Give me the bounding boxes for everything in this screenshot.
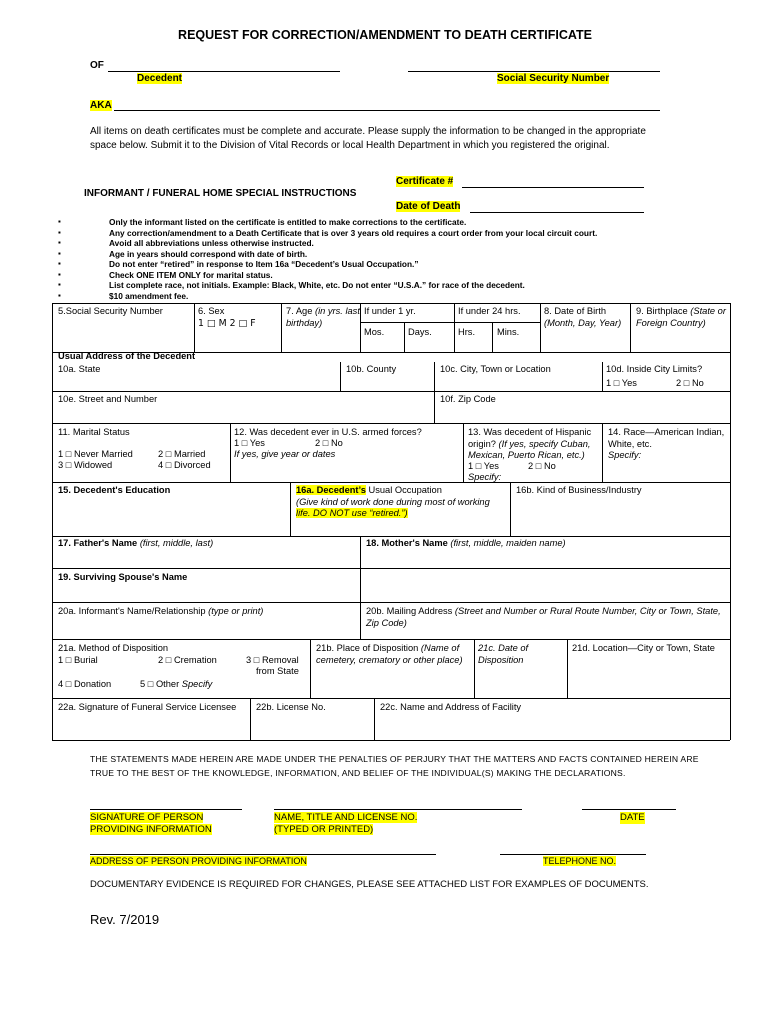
- disposition-date-field[interactable]: 21c. Date of Disposition: [478, 643, 529, 665]
- revision-label: Rev. 7/2019: [90, 912, 160, 927]
- list-item: ▪ Only the informant listed on the certificate is entitled to make corrections to the certificate.: [58, 217, 467, 227]
- date-of-birth-field[interactable]: [544, 306, 626, 329]
- dob-sublabel: (Month, Day, Year): [544, 317, 622, 328]
- sex-label: 6. Sex: [198, 306, 225, 316]
- mailing-address-field[interactable]: [366, 606, 728, 629]
- hispanic-label: 13. Was decedent of Hispanic origin?: [468, 427, 592, 449]
- signature-label-2: PROVIDING INFORMATION: [90, 823, 212, 835]
- mother-name-field[interactable]: [366, 538, 566, 550]
- date-line[interactable]: [582, 809, 676, 810]
- mother-name-label: 18. Mother's Name: [366, 538, 448, 548]
- hispanic-sublabel: (If yes, specify Cuban, Mexican, Puerto Rican, etc.): [468, 438, 591, 460]
- disposition-location-field[interactable]: 21d. Location—City or Town, State: [572, 643, 715, 653]
- decedent-label: Decedent: [137, 73, 183, 84]
- ssn-label: Social Security Number: [497, 73, 610, 84]
- informant-sublabel: (type or print): [208, 606, 264, 616]
- disposition-place-label: 21b. Place of Disposition: [316, 643, 419, 653]
- licensee-signature-field[interactable]: 22a. Signature of Funeral Service Licensee: [58, 702, 237, 712]
- address-label-text: ADDRESS OF PERSON PROVIDING INFORMATION: [90, 856, 307, 866]
- mother-name-sublabel: (first, middle, maiden name): [450, 538, 566, 548]
- spouse-name-field[interactable]: 19. Surviving Spouse's Name: [58, 572, 188, 582]
- informant-name-field[interactable]: [58, 606, 263, 618]
- list-item: ▪ Any correction/amendment to a Death Certificate that is over 3 years old requires a court order from your local circuit court.: [58, 227, 598, 238]
- county-field[interactable]: 10b. County: [346, 364, 397, 374]
- minutes-field[interactable]: Mins.: [497, 327, 520, 337]
- bullet-icon: ▪: [58, 248, 61, 258]
- armed-forces-label: 12. Was decedent ever in U.S. armed forces?: [234, 427, 422, 437]
- license-number-field[interactable]: 22b. License No.: [256, 702, 326, 712]
- bullet-icon: ▪: [58, 227, 61, 237]
- certificate-label: Certificate #: [396, 176, 454, 187]
- inside-city-limits-label: 10d. Inside City Limits?: [606, 364, 703, 374]
- list-item: ▪ List complete race, not initials. Example: Black, White, etc. Do not enter “U.S.A.” for race of the decedent.: [58, 280, 525, 290]
- other-option-label: 5 □ Other: [140, 679, 180, 689]
- age-sublabel: (in yrs. last birthday): [286, 306, 360, 328]
- widowed-option[interactable]: 3 □ Widowed: [58, 460, 113, 470]
- disposition-method-label: 21a. Method of Disposition: [58, 643, 169, 653]
- age-field[interactable]: [286, 306, 360, 329]
- zip-field[interactable]: 10f. Zip Code: [440, 394, 496, 404]
- hispanic-yes[interactable]: 1 □ Yes: [468, 461, 499, 471]
- father-name-label: 17. Father's Name: [58, 538, 138, 548]
- evidence-note: DOCUMENTARY EVIDENCE IS REQUIRED FOR CHANGES, PLEASE SEE ATTACHED LIST FOR EXAMPLES OF DOCUMENTS.: [90, 879, 649, 890]
- birthplace-field[interactable]: [636, 306, 728, 329]
- hispanic-specify[interactable]: Specify:: [468, 472, 502, 482]
- name-title-label: [274, 812, 417, 835]
- mailing-address-sublabel: (Street and Number or Rural Route Number, City or Town, State, Zip Code): [366, 606, 721, 628]
- father-name-sublabel: (first, middle, last): [139, 538, 214, 548]
- sex-options[interactable]: 1 □ M 2 □ F: [198, 318, 256, 329]
- form-title: REQUEST FOR CORRECTION/AMENDMENT TO DEATH CERTIFICATE: [178, 28, 592, 42]
- race-specify[interactable]: Specify:: [608, 450, 642, 460]
- list-item: ▪ Avoid all abbreviations unless otherwise instructed.: [58, 238, 314, 248]
- hours-field[interactable]: Hrs.: [458, 327, 476, 337]
- street-field[interactable]: 10e. Street and Number: [58, 394, 158, 404]
- marital-status-label: 11. Marital Status: [58, 427, 130, 437]
- armed-forces-sublabel: If yes, give year or dates: [234, 449, 336, 459]
- name-title-label-1: NAME, TITLE AND LICENSE NO.: [274, 812, 418, 823]
- date-label: DATE: [620, 812, 645, 823]
- race-label: 14. Race—American Indian, White, etc.: [608, 427, 725, 449]
- list-item: ▪ $10 amendment fee.: [58, 290, 189, 301]
- telephone-label: [543, 856, 616, 866]
- list-item: ▪ Do not enter “retired” in response to Item 16a “Decedent’s Usual Occupation.”: [58, 259, 419, 269]
- dob-label: 8. Date of Birth: [544, 306, 607, 316]
- bullet-icon: ▪: [58, 269, 61, 279]
- from-state-label: from State: [256, 666, 299, 676]
- city-field[interactable]: 10c. City, Town or Location: [440, 364, 551, 374]
- divorced-option[interactable]: 4 □ Divorced: [158, 460, 211, 470]
- address-line[interactable]: [90, 854, 436, 855]
- perjury-statement: THE STATEMENTS MADE HEREIN ARE MADE UNDER THE PENALTIES OF PERJURY THAT THE MATTERS AND FACTS CONTAINED HEREIN ARE TRUE TO THE BEST OF THE KNOWLEDGE, INFORMATION, AND BELIEF OF THE INDIVIDUAL(S) MAKING THE DECLARATIONS.: [90, 754, 699, 778]
- disposition-place-field[interactable]: [316, 643, 472, 666]
- telephone-line[interactable]: [500, 854, 646, 855]
- birthplace-sublabel: (State or Foreign Country): [636, 306, 726, 328]
- armed-forces-no[interactable]: 2 □ No: [315, 438, 343, 448]
- bullet-icon: ▪: [58, 238, 61, 247]
- signature-line[interactable]: [90, 809, 242, 810]
- bullet-icon: ▪: [58, 259, 61, 268]
- mailing-address-label: 20b. Mailing Address: [366, 606, 453, 616]
- address-label: [90, 856, 307, 866]
- ssn-field-5[interactable]: 5.Social Security Number: [58, 306, 163, 316]
- father-name-field[interactable]: [58, 538, 213, 550]
- married-option[interactable]: 2 □ Married: [158, 449, 206, 459]
- bullet-icon: ▪: [58, 280, 61, 289]
- cremation-option[interactable]: 2 □ Cremation: [158, 655, 217, 665]
- removal-option[interactable]: 3 □ Removal: [246, 655, 299, 665]
- donation-option[interactable]: 4 □ Donation: [58, 679, 112, 689]
- occupation-label: 16a. Decedent’s: [296, 485, 366, 495]
- occupation-sublabel-1: (Give kind of work done during most of working: [296, 496, 490, 507]
- other-option[interactable]: [140, 679, 212, 691]
- never-married-option[interactable]: 1 □ Never Married: [58, 449, 133, 459]
- state-field[interactable]: 10a. State: [58, 364, 101, 374]
- list-item: ▪ Check ONE ITEM ONLY for marital status.: [58, 269, 273, 280]
- hispanic-origin-field: [468, 427, 600, 462]
- date-of-death-label: Date of Death: [396, 201, 461, 212]
- burial-option[interactable]: 1 □ Burial: [58, 655, 98, 665]
- intro-text: All items on death certificates must be complete and accurate. Please supply the information to be changed in the appropriate space below. Submit it to the Division of Vital Records or local Health Department in which you registered the original.: [90, 126, 646, 151]
- of-label: OF: [90, 60, 104, 71]
- name-title-label-2: (TYPED OR PRINTED): [274, 823, 374, 835]
- instructions-heading: INFORMANT / FUNERAL HOME SPECIAL INSTRUCTIONS: [84, 188, 357, 199]
- telephone-label-text: TELEPHONE NO.: [543, 856, 617, 866]
- signature-label-1: SIGNATURE OF PERSON: [90, 812, 204, 823]
- under-1yr-label: If under 1 yr.: [364, 306, 416, 316]
- education-field[interactable]: 15. Decedent's Education: [58, 485, 171, 495]
- birthplace-label: 9. Birthplace: [636, 306, 688, 316]
- signature-label: [90, 812, 212, 835]
- name-title-line[interactable]: [274, 809, 522, 810]
- months-field[interactable]: Mos.: [364, 327, 385, 337]
- list-item: ▪ Age in years should correspond with date of birth.: [58, 248, 308, 259]
- hispanic-no[interactable]: 2 □ No: [528, 461, 556, 471]
- bullet-icon: ▪: [58, 217, 61, 226]
- days-field[interactable]: Days.: [408, 327, 432, 337]
- business-industry-field[interactable]: 16b. Kind of Business/Industry: [516, 485, 642, 495]
- armed-forces-yes[interactable]: 1 □ Yes: [234, 438, 265, 448]
- under-24hrs-label: If under 24 hrs.: [458, 306, 521, 316]
- aka-label: AKA: [90, 100, 112, 111]
- usual-address-heading: Usual Address of the Decedent: [58, 351, 196, 361]
- inside-city-yes[interactable]: 1 □ Yes: [606, 378, 637, 388]
- age-label: 7. Age: [286, 306, 313, 316]
- occupation-sublabel-2: life. DO NOT use “retired.”): [296, 508, 408, 518]
- inside-city-no[interactable]: 2 □ No: [676, 378, 704, 388]
- occupation-field[interactable]: [296, 485, 508, 520]
- other-specify[interactable]: Specify: [181, 679, 213, 689]
- informant-label: 20a. Informant's Name/Relationship: [58, 606, 206, 616]
- bullet-icon: ▪: [58, 290, 61, 300]
- occupation-label-rest: Usual Occupation: [365, 485, 442, 495]
- disposition-place-sublabel: (Name of cemetery, crematory or other place): [316, 643, 463, 665]
- facility-field[interactable]: 22c. Name and Address of Facility: [380, 702, 522, 712]
